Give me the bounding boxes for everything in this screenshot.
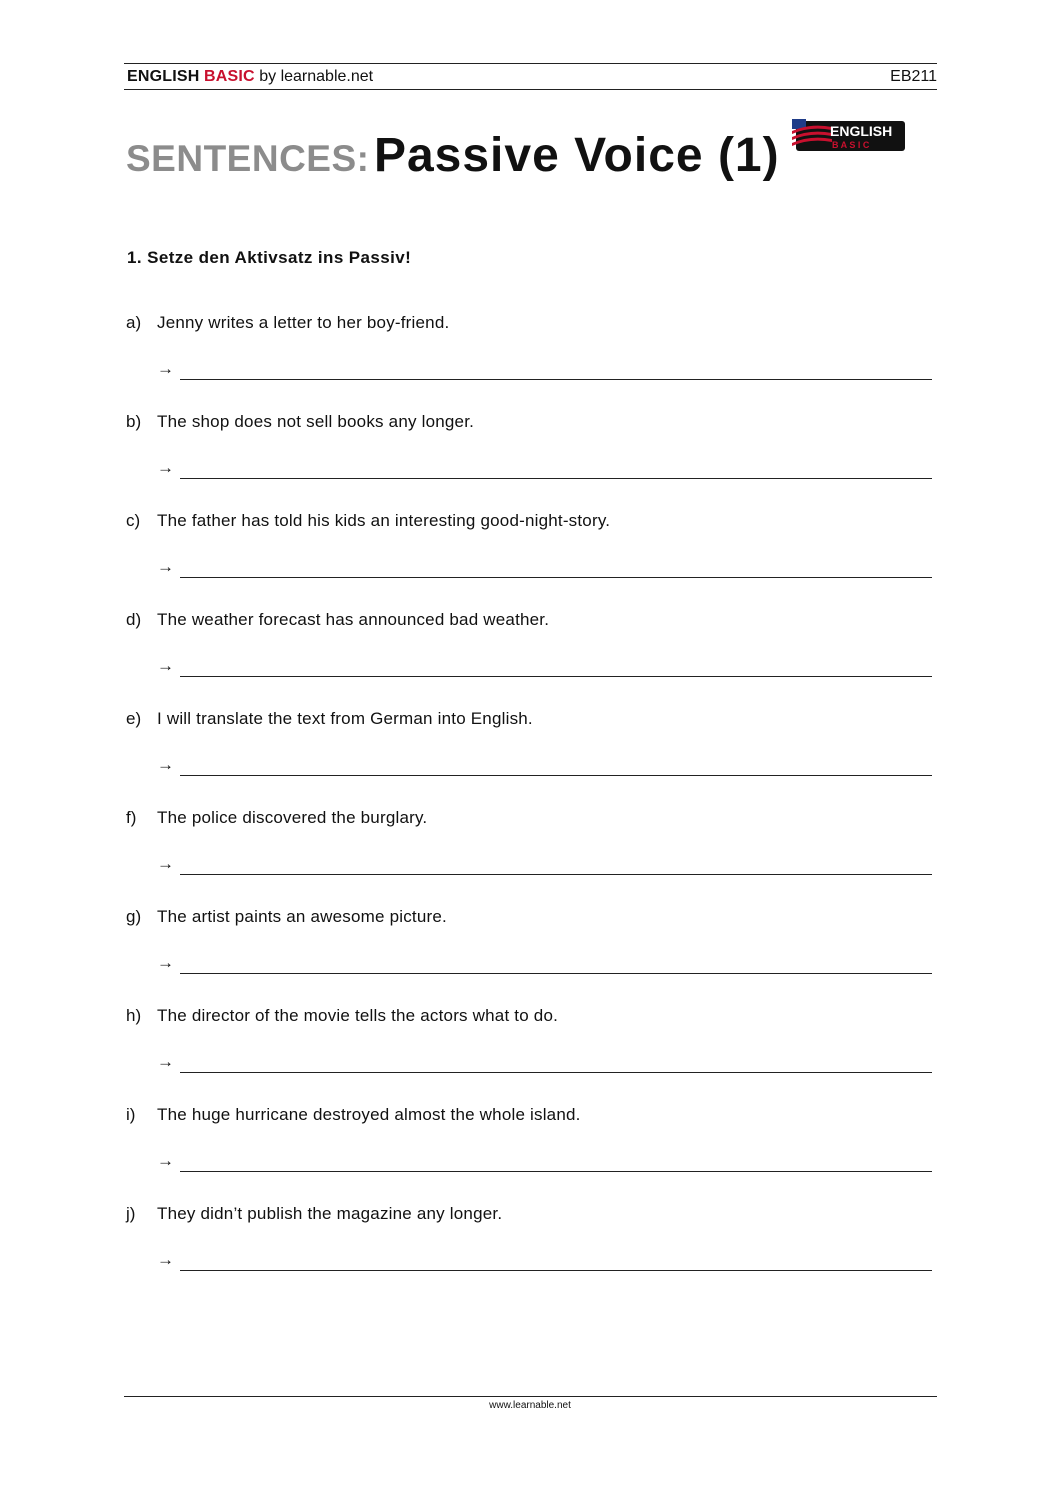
document-code: EB211 <box>890 68 937 85</box>
answer-line[interactable] <box>180 676 932 677</box>
exercise-g <box>126 907 937 987</box>
exercise-letter: i) <box>126 1105 136 1124</box>
exercise-sentence: The police discovered the burglary. <box>157 808 428 827</box>
exercise-letter: e) <box>126 709 142 728</box>
exercise-sentence: The artist paints an awesome picture. <box>157 907 447 926</box>
exercise-letter: d) <box>126 610 142 629</box>
header-brand <box>127 68 373 86</box>
exercise-letter: g) <box>126 907 142 926</box>
title-category: SENTENCES: <box>126 138 370 179</box>
header-rule-top <box>124 63 937 64</box>
answer-line[interactable] <box>180 874 932 875</box>
exercise-f <box>126 808 937 888</box>
instruction: 1. Setze den Aktivsatz ins Passiv! <box>127 248 412 267</box>
exercise-d <box>126 610 937 690</box>
exercise-i <box>126 1105 937 1185</box>
page-title <box>126 128 780 183</box>
exercise-letter: b) <box>126 412 142 431</box>
arrow-right-icon: → <box>157 1052 174 1071</box>
brand-basic: BASIC <box>203 68 255 85</box>
answer-line[interactable] <box>180 1270 932 1271</box>
exercise-sentence: The huge hurricane destroyed almost the whole island. <box>157 1105 581 1124</box>
footer-rule <box>124 1396 937 1397</box>
english-basic-logo <box>792 119 906 152</box>
exercise-letter: f) <box>126 808 137 827</box>
exercise-letter: a) <box>126 313 142 332</box>
exercise-sentence: The weather forecast has announced bad weather. <box>157 610 550 629</box>
exercise-sentence: They didn’t publish the magazine any longer. <box>157 1204 503 1223</box>
answer-line[interactable] <box>180 577 932 578</box>
exercise-letter: h) <box>126 1006 142 1025</box>
exercise-j <box>126 1204 937 1284</box>
arrow-right-icon: → <box>157 755 174 774</box>
answer-line[interactable] <box>180 775 932 776</box>
exercise-h <box>126 1006 937 1086</box>
brand-english: ENGLISH <box>127 68 200 85</box>
exercise-sentence: The director of the movie tells the actors what to do. <box>157 1006 559 1025</box>
arrow-right-icon: → <box>157 359 174 378</box>
exercise-sentence: The father has told his kids an interesting good-night-story. <box>157 511 611 530</box>
arrow-right-icon: → <box>157 656 174 675</box>
answer-line[interactable] <box>180 973 932 974</box>
exercise-c <box>126 511 937 591</box>
arrow-right-icon: → <box>157 1151 174 1170</box>
exercise-sentence: The shop does not sell books any longer. <box>157 412 475 431</box>
footer-url: www.learnable.net <box>489 1400 571 1411</box>
exercise-a <box>126 313 937 393</box>
exercise-b <box>126 412 937 492</box>
exercise-e <box>126 709 937 789</box>
exercise-letter: c) <box>126 511 141 530</box>
arrow-right-icon: → <box>157 953 174 972</box>
answer-line[interactable] <box>180 1072 932 1073</box>
logo-text-english: ENGLISH <box>830 123 893 139</box>
answer-line[interactable] <box>180 379 932 380</box>
answer-line[interactable] <box>180 1171 932 1172</box>
answer-line[interactable] <box>180 478 932 479</box>
exercise-sentence: Jenny writes a letter to her boy-friend. <box>157 313 450 332</box>
arrow-right-icon: → <box>157 458 174 477</box>
arrow-right-icon: → <box>157 854 174 873</box>
exercise-letter: j) <box>126 1204 136 1223</box>
exercise-sentence: I will translate the text from German into English. <box>157 709 533 728</box>
title-main: Passive Voice (1) <box>373 129 780 182</box>
arrow-right-icon: → <box>157 557 174 576</box>
brand-by: by learnable.net <box>259 68 374 85</box>
arrow-right-icon: → <box>157 1250 174 1269</box>
header-rule-bottom <box>124 89 937 90</box>
logo-text-basic: B A S I C <box>832 140 870 150</box>
